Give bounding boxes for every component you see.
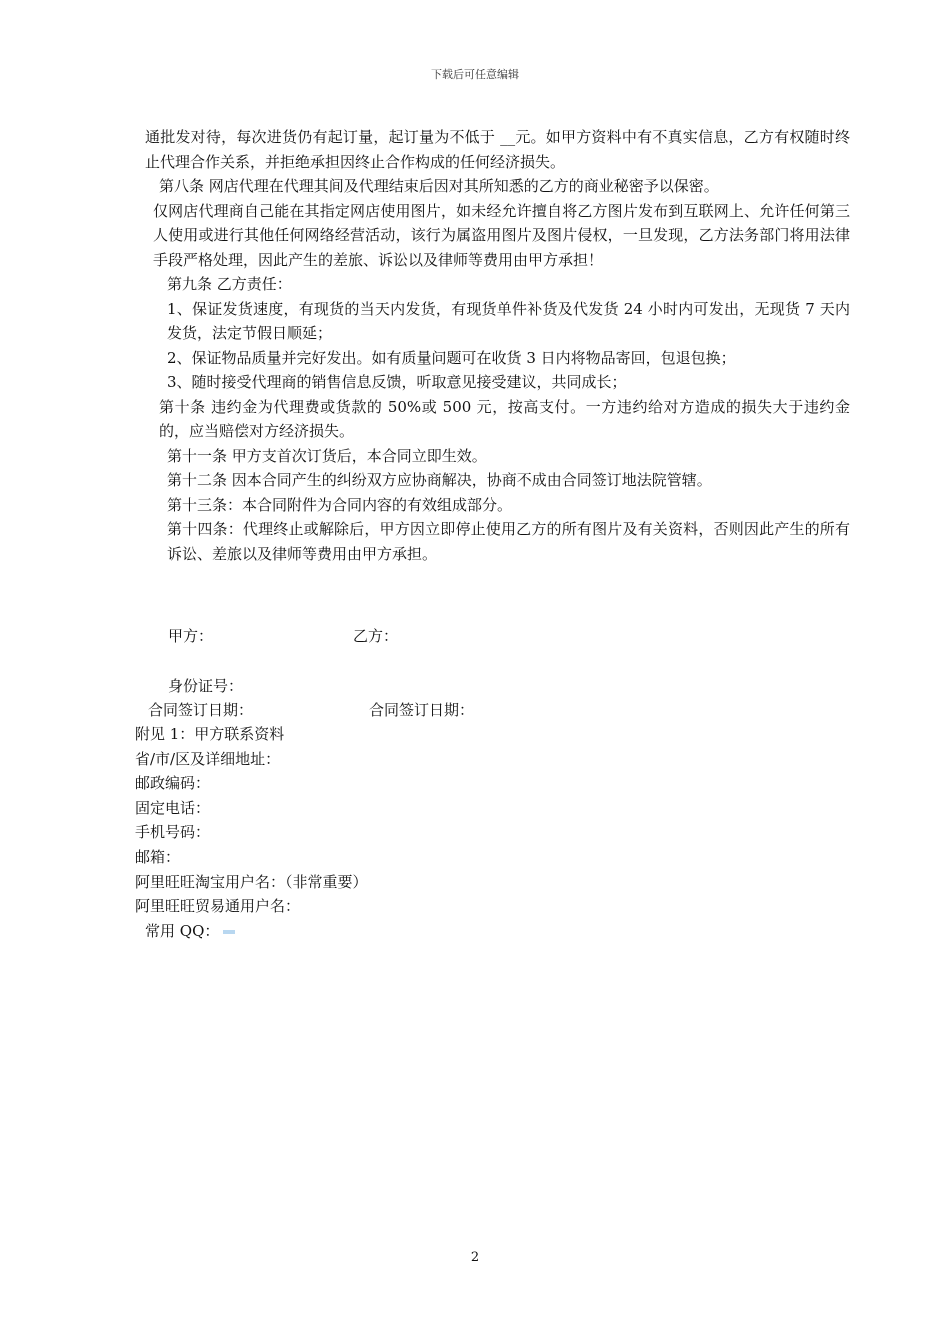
party-b-label: 乙方：: [353, 627, 399, 645]
contract-body: [145, 125, 850, 566]
landline-label: 固定电话：: [135, 798, 211, 817]
article-9-heading: 第九条 乙方责任：: [167, 275, 292, 293]
article-9-item-3: 3、随时接受代理商的销售信息反馈，听取意见接受建议，共同成长；: [167, 373, 627, 391]
postcode-label: 邮政编码：: [135, 774, 211, 793]
appendix-title: 附见 1：甲方联系资料: [135, 725, 285, 743]
page-number: 2: [470, 1250, 480, 1265]
address-label: 省/市/区及详细地址：: [135, 749, 281, 768]
article-8: 第八条 网店代理在代理其间及代理结束后因对其所知悉的乙方的商业秘密予以保密。: [159, 177, 719, 195]
image-usage-clause: 仅网店代理商自己能在其指定网店使用图片，如未经允许擅自将乙方图片发布到互联网上、允许任何第三人使用或进行其他任何网络经营活动，该行为属盗用图片及图片侵权，一旦发现，乙方法务部门将用法律手段严格处理，因此产生的差旅、诉讼以及律师等费用由甲方承担！: [153, 201, 850, 269]
qq-line: [135, 919, 368, 944]
sign-date-b-label: 合同签订日期：: [369, 701, 475, 719]
article-9-item-1: 1、保证发货速度，有现货的当天内发货，有现货单件补货及代发货 24 小时内可发出，无现货 7 天内发货，法定节假日顺延；: [167, 299, 850, 342]
taobao-user-label: 阿里旺旺淘宝用户名：（非常重要）: [135, 872, 368, 891]
article-14: 第十四条：代理终止或解除后，甲方因立即停止使用乙方的所有图片及有关资料，否则因此产生的所有诉讼、差旅以及律师等费用由甲方承担。: [167, 520, 850, 563]
trade-user-label: 阿里旺旺贸易通用户名：: [135, 897, 301, 916]
id-number-label: 身份证号：: [168, 677, 244, 695]
page-header: 下载后可任意编辑: [431, 68, 519, 81]
article-9-item-2: 2、保证物品质量并完好发出。如有质量问题可在收货 3 日内将物品寄回，包退包换；: [167, 348, 736, 367]
appendix-contact-info: [135, 722, 368, 943]
sign-date-a-label: 合同签订日期：: [148, 701, 254, 719]
article-10: 第十条 违约金为代理费或货款的 50%或 500 元，按高支付。一方违约给对方造成的损失大于违约金的，应当赔偿对方经济损失。: [159, 397, 850, 440]
article-11: 第十一条 甲方支首次订货后，本合同立即生效。: [167, 446, 487, 465]
party-a-label: 甲方：: [168, 627, 214, 645]
qq-label: 常用 QQ：: [145, 921, 220, 940]
mobile-label: 手机号码：: [135, 823, 211, 842]
email-label: 邮箱：: [135, 847, 181, 866]
article-13: 第十三条：本合同附件为合同内容的有效组成部分。: [167, 495, 513, 514]
qq-input-highlight: [223, 930, 235, 934]
paragraph-continuation: 通批发对待，每次进货仍有起订量，起订量为不低于 __元。如甲方资料中有不真实信息，乙方有权随时终止代理合作关系，并拒绝承担因终止合作构成的任何经济损失。: [145, 128, 850, 171]
article-12: 第十二条 因本合同产生的纠纷双方应协商解决，协商不成由合同签订地法院管辖。: [167, 471, 712, 489]
